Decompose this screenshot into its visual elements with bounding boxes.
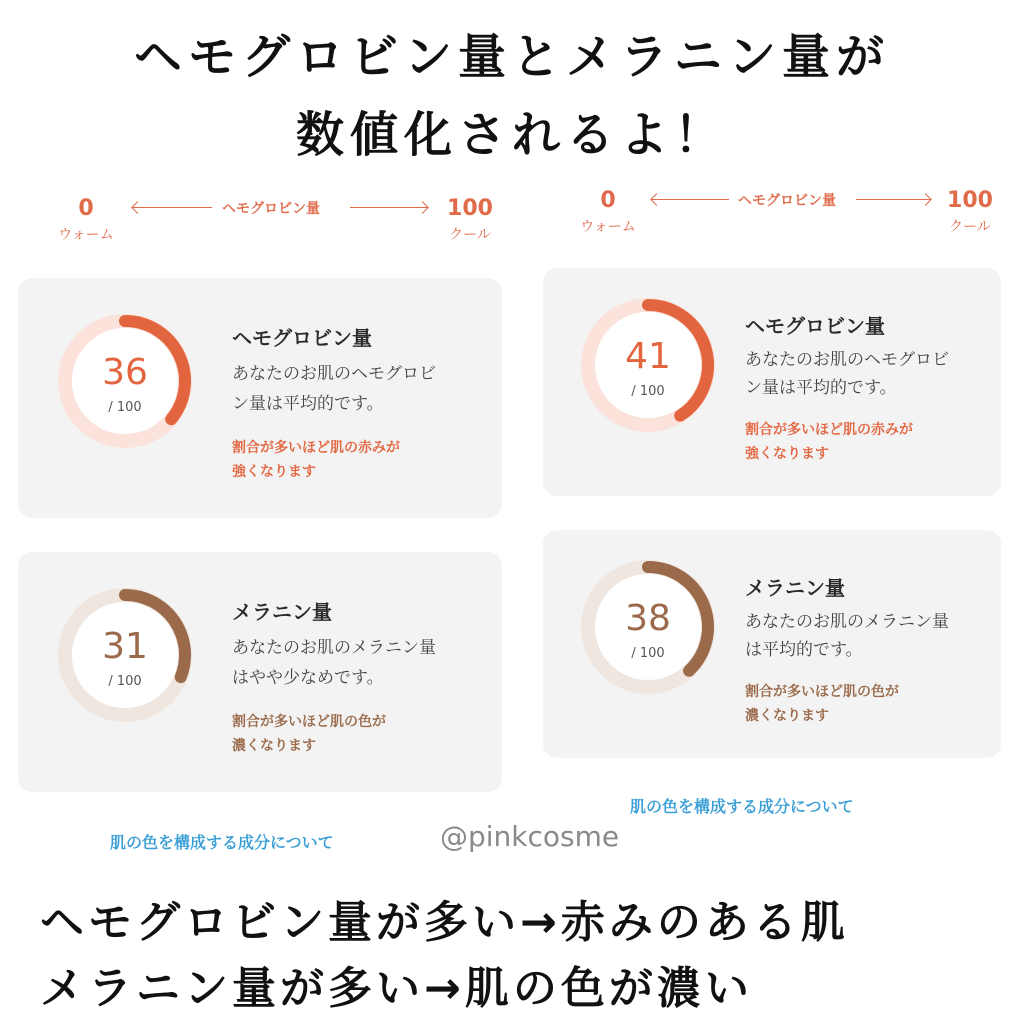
hemoglobin-card-left <box>18 278 502 518</box>
skin-components-link-right[interactable]: 肌の色を構成する成分について <box>630 797 854 816</box>
hemoglobin-gauge <box>573 290 723 440</box>
card-desc-line-1: あなたのお肌のヘモグロビ <box>232 364 436 384</box>
card-title: メラニン量 <box>745 576 845 600</box>
scale-min: 0 <box>600 188 616 213</box>
card-note-line-2: 濃くなります <box>232 738 316 754</box>
card-desc-line-1: あなたのお肌のメラニン量 <box>745 612 949 632</box>
gauge-denominator: / 100 <box>631 384 665 399</box>
card-desc-line-1: あなたのお肌のヘモグロビ <box>745 350 949 370</box>
footer-line-1: ヘモグロビン量が多い→赤みのある肌 <box>40 897 849 948</box>
gauge-denominator: / 100 <box>108 674 142 689</box>
footer-line-2: メラニン量が多い→肌の色が濃い <box>40 963 753 1014</box>
skin-components-link-left[interactable]: 肌の色を構成する成分について <box>110 833 334 852</box>
card-note-line-2: 濃くなります <box>745 708 829 724</box>
scale-label: ヘモグロビン量 <box>222 201 320 217</box>
hemoglobin-gauge <box>50 306 200 456</box>
card-desc-line-1: あなたのお肌のメラニン量 <box>232 638 436 658</box>
scale-right-arrow-icon <box>416 201 429 214</box>
scale-min-caption: ウォーム <box>580 219 636 235</box>
melanin-card-left <box>18 552 502 792</box>
gauge-value: 31 <box>102 626 148 667</box>
gauge-denominator: / 100 <box>108 400 142 415</box>
gauge-value: 38 <box>625 598 671 639</box>
credit-handle: @pinkcosme <box>440 820 620 853</box>
headline-line-1: ヘモグロビン量とメラニン量が <box>133 29 890 85</box>
headline-line-2: 数値化されるよ！ <box>295 107 728 163</box>
scale-max-caption: クール <box>949 219 991 235</box>
gauge-denominator: / 100 <box>631 646 665 661</box>
card-desc-line-2: ン量は平均的です。 <box>232 394 384 414</box>
card-title: ヘモグロビン量 <box>232 326 372 350</box>
scale-max: 100 <box>447 196 493 221</box>
card-title: メラニン量 <box>232 600 332 624</box>
scale-label: ヘモグロビン量 <box>738 193 836 209</box>
card-note-line-1: 割合が多いほど肌の赤みが <box>232 440 400 456</box>
melanin-gauge <box>573 552 723 702</box>
card-note-line-2: 強くなります <box>232 464 316 480</box>
card-note-line-1: 割合が多いほど肌の赤みが <box>745 422 913 438</box>
card-desc-line-2: はやや少なめです。 <box>232 668 384 688</box>
scale-max: 100 <box>947 188 993 213</box>
hemoglobin-card-right <box>543 268 1001 496</box>
card-note-line-1: 割合が多いほど肌の色が <box>232 714 386 730</box>
card-desc-line-2: ン量は平均的です。 <box>745 378 897 398</box>
scale-right-arrow-icon <box>919 193 932 206</box>
card-note-line-2: 強くなります <box>745 446 829 462</box>
scale-min-caption: ウォーム <box>58 227 114 243</box>
gauge-value: 41 <box>625 336 671 377</box>
melanin-gauge <box>50 580 200 730</box>
scale-min: 0 <box>78 196 94 221</box>
gauge-value: 36 <box>102 352 148 393</box>
card-desc-line-2: は平均的です。 <box>745 640 863 660</box>
melanin-card-right <box>543 530 1001 758</box>
scale-max-caption: クール <box>449 227 491 243</box>
card-note-line-1: 割合が多いほど肌の色が <box>745 684 899 700</box>
card-title: ヘモグロビン量 <box>745 314 885 338</box>
